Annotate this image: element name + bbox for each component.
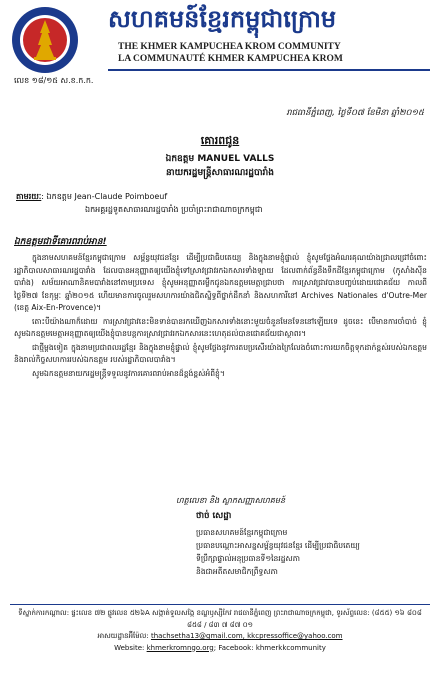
footer-facebook-link[interactable]: khmerkkcommunity bbox=[255, 643, 326, 652]
via-title: ឯកអគ្គរដ្ឋទូតសាធារណរដ្ឋបារាំង ប្រចាំព្រះរាជាណាចក្រកម្ពុជា bbox=[85, 205, 263, 214]
footer-website-label: Website: bbox=[114, 643, 145, 652]
via-label: តាមរយៈ bbox=[16, 192, 42, 201]
letter-date: រាជធានីភ្នំពេញ, ថ្ងៃទី០៧ ខែមិនា ឆ្នាំ២០១៥ bbox=[286, 108, 424, 118]
signatory-title: និងជាអតីតសមាជិកព្រឹទ្ធសភា bbox=[196, 567, 278, 576]
footer-divider bbox=[10, 604, 430, 605]
closing-regards: ហត្ថលេខា និង ស្លាកសញ្ញាសហគមន៍ bbox=[176, 496, 286, 505]
signatory-title: ប្រធានបណ្តោះអាសន្នសម្ព័ន្ធយុវជនខ្មែរ ដើម្បីប្រជាធិបតេយ្យ bbox=[196, 541, 360, 550]
via-block: តាមរយៈ: ឯកឧត្តម Jean-Claude Poimboeuf ឯកអគ្គរដ្ឋទូតសាធារណរដ្ឋបារាំង ប្រចាំព្រះរាជាណាចក្រកម្ពុជា bbox=[16, 190, 426, 216]
community-logo bbox=[10, 5, 80, 75]
recipient-name: ឯកឧត្តម MANUEL VALLS bbox=[165, 154, 275, 164]
body-paragraph: ក្នុងនាមសហគមន៍ខ្មែរកម្ពុជាក្រោម សម្ព័ន្ធយុវជនខ្មែរ ដើម្បីប្រជាធិបតេយ្យ និងក្នុងនាមខ្ញុំផ្ទាល់ ខ្ញុំសូមថ្លែងអំណរគុណយ៉ាងជ្រាលជ្រៅចំពោះរដ្ឋាភិបាលសាធារណរដ្ឋបារាំង ដែលបានអនុញ្ញាតឲ្យយើងខ្ញុំទៅស្រាវជ្រាវរកឯកសារទាំងឡាយ ដែលពាក់ព័ន្ធនឹងទឹកដីខ្មែរកម្ពុជាក្រោម (កូសាំងស៊ីនបារាំង) សម័យអាណានិគមបារាំងនៅតាមប្រទេស ខ្ញុំសូមអនុញ្ញាតរម្លឹកជូនឯកឧត្តមមេត្តាជ្រាបថា ការស្រាវជ្រាវបានបញ្ចប់ដោយជោគជ័យ កាលពីថ្ងៃទី២៧ ខែកុម្ភៈ ឆ្នាំ២០១៥ ហើយមានការចូលរួមសហការយ៉ាងជិតស្និទ្ធពីថ្នាក់ដឹកនាំ និងសហការីនៅ Archives Nationales d'Outre-Mer (ខេត្ត Aix-En-Provence)។ bbox=[14, 253, 427, 312]
footer-address: ទីស្នាក់ការកណ្តាល: ផ្ទះលេខ ៧២ ផ្លូវលេខ ៥២៦A សង្កាត់ទួលសង្កែ ខណ្ឌឫស្សីកែវ រាជធានីភ្នំពេញ ព្រះរាជាណាចក្រកម្ពុជា, ទូរស័ព្ទលេខ: (៨៥៥) ១៦ ៨០៨ ៨៥៨ / ៨៣ ៧ ៨៧ ០១ bbox=[18, 609, 422, 629]
header-divider bbox=[108, 69, 430, 71]
footer-email-label: អាសយដ្ឋានអ៊ីម៉ែល: bbox=[97, 632, 149, 640]
signatory-titles bbox=[196, 526, 416, 578]
signatory-name: ថាច់ សេដ្ឋា bbox=[196, 511, 232, 521]
body-paragraph: ជាថ្មីម្តងទៀត ក្នុងនាមប្រជាពលរដ្ឋខ្មែរ និងក្នុងនាមខ្ញុំផ្ទាល់ ខ្ញុំសូមថ្លែងនូវការតបប្រសើរយ៉ាងក្រៃលែងចំពោះការយកចិត្តទុកដាក់ខ្ពស់របស់ឯកឧត្តម និងរាល់កិច្ចសហការរបស់ឯកឧត្តម របស់រដ្ឋាភិបាលបារាំង។ bbox=[14, 342, 427, 364]
footer-email-link[interactable]: thachsetha13@gmail.com, kkcpressoffice@yahoo.com bbox=[150, 632, 343, 640]
recipient-title: នាយករដ្ឋមន្ត្រីសាធារណរដ្ឋបារាំង bbox=[166, 168, 274, 178]
signatory-title: ប្រធានសហគមន៍ខ្មែរកម្ពុជាក្រោម bbox=[196, 528, 288, 537]
via-name: ឯកឧត្តម Jean-Claude Poimboeuf bbox=[46, 192, 168, 201]
recipient-label: គោរពជូន bbox=[200, 134, 240, 147]
org-name-english: THE KHMER KAMPUCHEA KROM COMMUNITY bbox=[118, 42, 341, 52]
signatory-title: ទីប្រឹក្សាផ្ទាល់អនុប្រធានទី១នៃរដ្ឋសភា bbox=[196, 554, 301, 563]
body-paragraph: តោះបីយ៉ាងណាក៏ដោយ ការស្រាវជ្រាវនេះមិនទាន់បានរកឃើញឯកសារទាំងនោះមួយចំនួនមែនទែននៅឡើយទេ ដូចនេះ បើមានការចាំបាច់ ខ្ញុំសូមឯកឧត្តមមេត្តាអនុញ្ញាតឲ្យយើងខ្ញុំបានបន្តការស្រាវជ្រាវរកឯកសារនេះហេតុដល់បានជោគជ័យជាស្ថាពរ។ bbox=[14, 316, 427, 338]
org-name-khmer: សហគមន៍ខ្មែរកម្ពុជាក្រោម bbox=[108, 5, 337, 33]
org-name-french: LA COMMUNAUTÉ KHMER KAMPUCHEA KROM bbox=[118, 54, 343, 64]
salutation: ឯកឧត្តមជាទីគោរពរាប់អាន! bbox=[14, 237, 107, 247]
reference-number: លេខ ១៨/១៥ ស.ខ.ក.ក. bbox=[14, 76, 94, 85]
footer: ទីស្នាក់ការកណ្តាល: ផ្ទះលេខ ៧២ ផ្លូវលេខ ៥២៦A សង្កាត់ទួលសង្កែ ខណ្ឌឫស្សីកែវ រាជធានីភ្នំពេញ ព្រះរាជាណាចក្រកម្ពុជា, ទូរស័ព្ទលេខ: (៨៥៥) ១៦ ៨០៨ ៨៥៨ / ៨៣ ៧ ៨៧ ០១ អាសយដ្ឋានអ៊ីម៉ែល: thachsetha13@gmail.com, kkcpressoffice@yahoo.com Website: khmerkromngo.org; Facebook: khmerkkcommunity bbox=[10, 608, 430, 654]
footer-website-link[interactable]: khmerkromngo.org bbox=[146, 643, 214, 652]
letter-body bbox=[14, 252, 427, 381]
footer-facebook-label: Facebook: bbox=[218, 643, 254, 652]
body-paragraph: សូមឯកឧត្តមនាយករដ្ឋមន្ត្រីទទួលនូវការគោរពរាប់អានដ៏ខ្ពង់ខ្ពស់អំពីខ្ញុំ។ bbox=[32, 368, 225, 378]
